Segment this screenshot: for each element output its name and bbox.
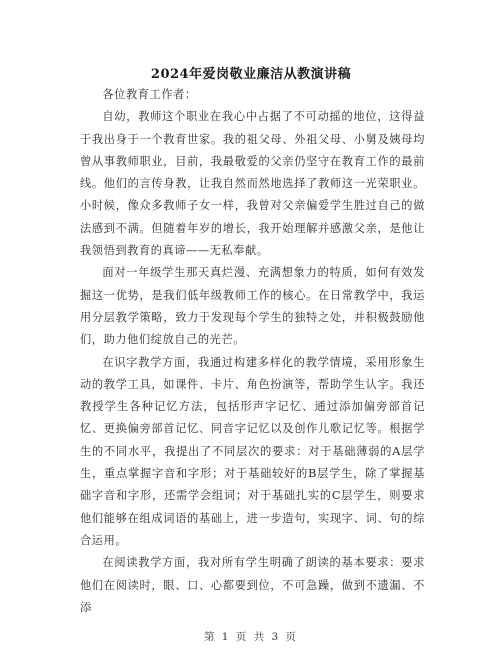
- salutation: 各位教育工作者：: [102, 88, 197, 101]
- paragraph: 自幼，教师这个职业在我心中占据了不可动摇的地位，这得益于我出身于一个教育世家。我的祖父母、外祖父母、小舅及姨母均曾从事教师职业，目前，我最敬爱的父亲仍坚守在教育工作的最前线。他们的言传身教，让我自然而然地选择了教师这一光荣职业。小时候，像众多教师子女一样，我曾对父亲偏爱学生胜过自己的做法感到不满。但随着年岁的增长，我开始理解并感激父亲，是他让我领悟到教育的真谛——无私奉献。: [80, 110, 425, 258]
- document-title: 2024年爱岗敬业廉洁从教演讲稿: [150, 67, 352, 82]
- paragraph: 在阅读教学方面，我对所有学生明确了朗读的基本要求：要求他们在阅读时，眼、口、心都要到位，不可急躁，做到不遗漏、不添: [80, 556, 425, 614]
- page-number-footer: 第 1 页 共 3 页: [203, 631, 299, 643]
- paragraph: 在识字教学方面，我通过构建多样化的教学情境，采用形象生动的教学工具，如课件、卡片、角色扮演等，帮助学生认字。我还教授学生各种记忆方法，包括形声字记忆、通过添加偏旁部首记忆、更换偏旁部首记忆、同音字记忆以及创作儿歌记忆等。根据学生的不同水平，我提出了不同层次的要求：对于基础薄弱的A层学生，重点掌握字音和字形；对于基础较好的B层学生，除了掌握基础字音和字形，还需学会组词；对于基础扎实的C层学生，则要求他们能够在组成词语的基础上，进一步造句，实现字、词、句的综合运用。: [80, 355, 425, 547]
- paragraph: 面对一年级学生那天真烂漫、充满想象力的特质，如何有效发掘这一优势，是我们低年级教师工作的核心。在日常教学中，我运用分层教学策略，致力于发现每个学生的独特之处，并积极鼓励他们，助力他们绽放自己的光芒。: [80, 266, 425, 347]
- document-body: [80, 84, 425, 619]
